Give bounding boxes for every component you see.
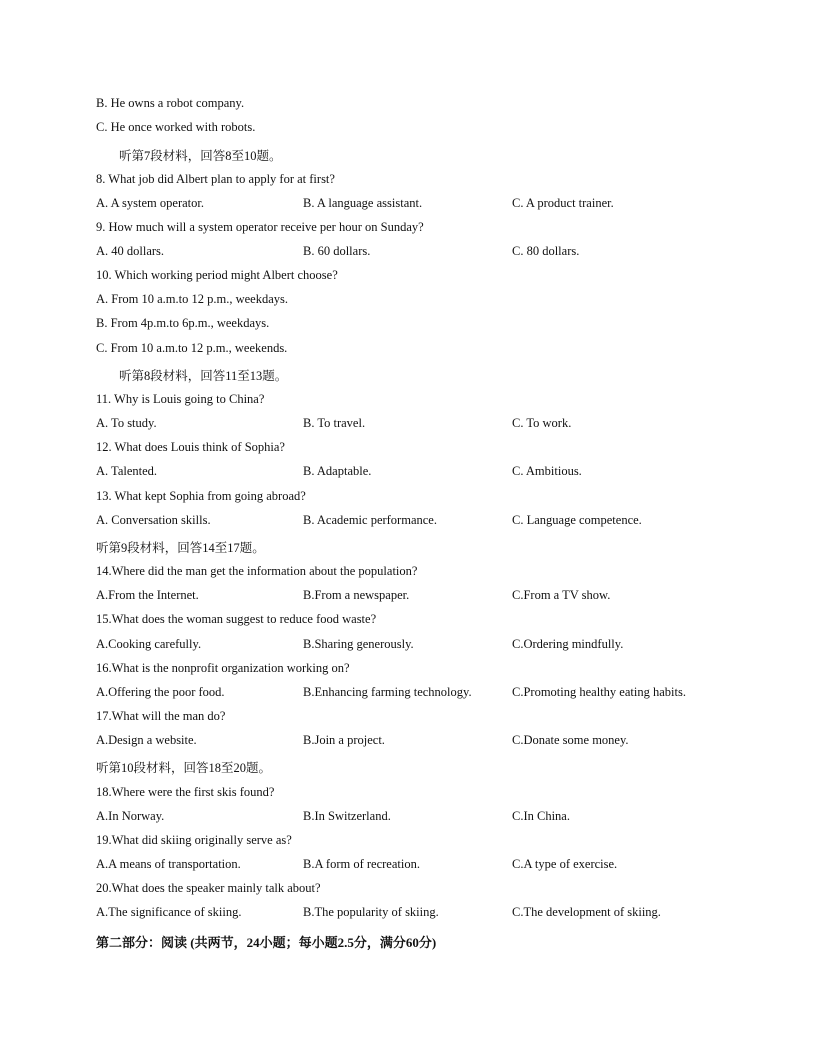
option-11b: B. To travel.: [303, 416, 366, 430]
option-17b: B.Join a project.: [303, 733, 385, 747]
option-14b: B.From a newspaper.: [303, 588, 410, 602]
option-12a: A. Talented.: [96, 464, 158, 478]
option-16c: C.Promoting healthy eating habits.: [512, 685, 686, 699]
option-19b: B.A form of recreation.: [303, 857, 420, 871]
option-12b: B. Adaptable.: [303, 464, 372, 478]
option-19c: C.A type of exercise.: [512, 857, 618, 871]
question-13: 13. What kept Sophia from going abroad?: [96, 489, 306, 503]
option-18a: A.In Norway.: [96, 809, 165, 823]
option-10b: B. From 4p.m.to 6p.m., weekdays.: [96, 316, 270, 330]
option-17a: A.Design a website.: [96, 733, 197, 747]
option-14c: C.From a TV show.: [512, 588, 611, 602]
option-19a: A.A means of transportation.: [96, 857, 241, 871]
question-9: 9. How much will a system operator receive per hour on Sunday?: [96, 220, 424, 234]
option-11a: A. To study.: [96, 416, 157, 430]
question-8: 8. What job did Albert plan to apply for at first?: [96, 172, 335, 186]
option-17c: C.Donate some money.: [512, 733, 629, 747]
option-7c: C. He once worked with robots.: [96, 120, 256, 134]
question-12: 12. What does Louis think of Sophia?: [96, 440, 285, 454]
option-16a: A.Offering the poor food.: [96, 685, 225, 699]
section-heading-8: 听第8段材料，回答11至13题。: [119, 369, 288, 383]
section-heading-9: 听第9段材料，回答14至17题。: [96, 541, 265, 555]
option-18b: B.In Switzerland.: [303, 809, 391, 823]
question-17: 17.What will the man do?: [96, 709, 226, 723]
option-20c: C.The development of skiing.: [512, 905, 661, 919]
option-16b: B.Enhancing farming technology.: [303, 685, 472, 699]
option-8b: B. A language assistant.: [303, 196, 423, 210]
option-13a: A. Conversation skills.: [96, 513, 211, 527]
question-19: 19.What did skiing originally serve as?: [96, 833, 292, 847]
question-20: 20.What does the speaker mainly talk about?: [96, 881, 321, 895]
option-8c: C. A product trainer.: [512, 196, 614, 210]
part-two-heading: 第二部分：阅读 (共两节，24小题；每小题2.5分，满分60分): [96, 935, 437, 950]
option-20a: A.The significance of skiing.: [96, 905, 242, 919]
option-13c: C. Language competence.: [512, 513, 642, 527]
option-15c: C.Ordering mindfully.: [512, 637, 624, 651]
option-7b: B. He owns a robot company.: [96, 96, 245, 110]
question-16: 16.What is the nonprofit organization working on?: [96, 661, 350, 675]
option-9c: C. 80 dollars.: [512, 244, 580, 258]
option-9a: A. 40 dollars.: [96, 244, 165, 258]
question-10: 10. Which working period might Albert choose?: [96, 268, 338, 282]
option-15a: A.Cooking carefully.: [96, 637, 202, 651]
option-18c: C.In China.: [512, 809, 570, 823]
option-8a: A. A system operator.: [96, 196, 204, 210]
section-heading-10: 听第10段材料，回答18至20题。: [96, 761, 272, 775]
option-10a: A. From 10 a.m.to 12 p.m., weekdays.: [96, 292, 288, 306]
question-11: 11. Why is Louis going to China?: [96, 392, 265, 406]
option-9b: B. 60 dollars.: [303, 244, 371, 258]
question-18: 18.Where were the first skis found?: [96, 785, 275, 799]
option-15b: B.Sharing generously.: [303, 637, 414, 651]
option-12c: C. Ambitious.: [512, 464, 582, 478]
option-14a: A.From the Internet.: [96, 588, 199, 602]
section-heading-7: 听第7段材料，回答8至10题。: [119, 149, 282, 163]
option-13b: B. Academic performance.: [303, 513, 437, 527]
option-20b: B.The popularity of skiing.: [303, 905, 439, 919]
option-10c: C. From 10 a.m.to 12 p.m., weekends.: [96, 341, 288, 355]
question-14: 14.Where did the man get the information about the population?: [96, 564, 418, 578]
question-15: 15.What does the woman suggest to reduce food waste?: [96, 612, 377, 626]
option-11c: C. To work.: [512, 416, 572, 430]
